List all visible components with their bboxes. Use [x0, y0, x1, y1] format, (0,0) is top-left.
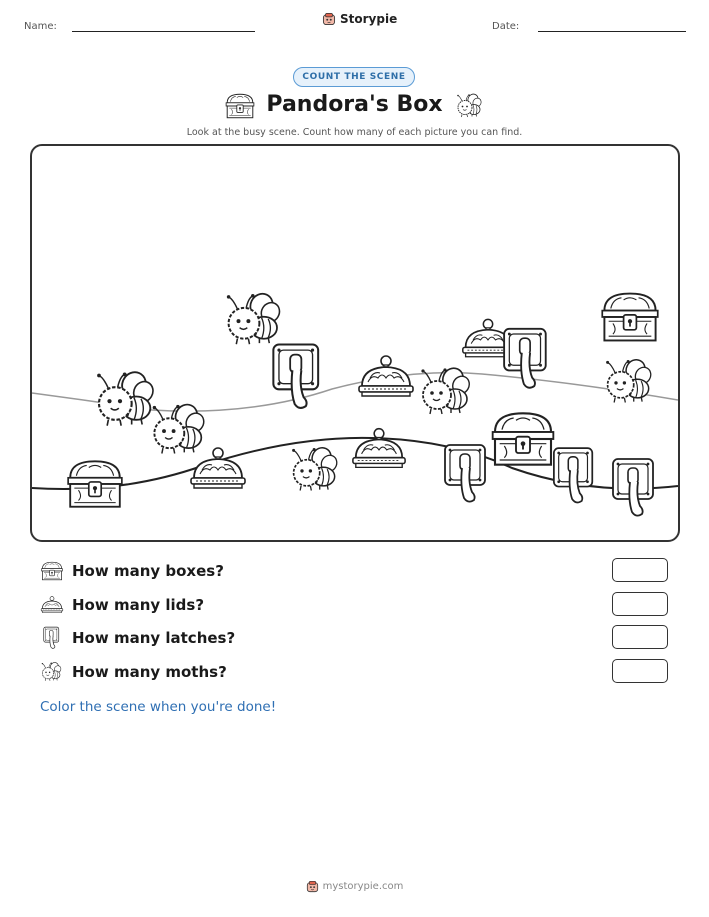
scene-moth — [421, 365, 472, 414]
question-text: How many latches? — [72, 629, 236, 647]
answer-box-moths[interactable] — [612, 659, 668, 683]
box-icon — [40, 559, 64, 583]
scene-box — [602, 294, 657, 341]
question-text: How many moths? — [72, 663, 227, 681]
date-line[interactable] — [538, 31, 686, 32]
storypie-brand — [322, 12, 397, 26]
answer-box-lids[interactable] — [612, 592, 668, 616]
scene-latch — [445, 445, 485, 502]
scene-latch — [613, 459, 653, 516]
question-text: How many lids? — [72, 596, 205, 614]
busy-scene — [30, 144, 680, 542]
instructions: Look at the busy scene. Count how many of each picture you can find. — [186, 127, 523, 138]
scene-latch — [273, 345, 318, 408]
name-label: Name: — [24, 21, 57, 32]
page-title: Pandora's Box — [266, 92, 443, 117]
question-moths — [40, 659, 680, 685]
scene-lid — [359, 356, 413, 396]
date-label: Date: — [492, 21, 520, 32]
question-boxes — [40, 558, 680, 584]
scene-lid — [191, 448, 245, 488]
scene-moth — [153, 401, 207, 453]
lid-icon — [40, 593, 64, 617]
storypie-logo-icon — [322, 12, 336, 26]
scene-lid — [353, 429, 405, 468]
scene-moth — [606, 357, 654, 403]
answer-box-latches[interactable] — [612, 625, 668, 649]
scene-moth — [227, 290, 283, 344]
brand-name: Storypie — [340, 12, 398, 26]
color-instruction: Color the scene when you're done! — [40, 699, 277, 715]
scene-box — [493, 413, 554, 464]
question-lids — [40, 592, 680, 618]
moth-icon — [40, 660, 64, 684]
scene-latch — [504, 329, 546, 388]
question-text: How many boxes? — [72, 562, 224, 580]
name-line[interactable] — [72, 31, 255, 32]
answer-box-boxes[interactable] — [612, 558, 668, 582]
moth-icon — [455, 92, 485, 120]
count-the-scene-badge: COUNT THE SCENE — [293, 67, 415, 87]
scene-box — [68, 461, 122, 506]
site-footer — [0, 880, 709, 893]
latch-icon — [40, 626, 64, 650]
site-url[interactable]: mystorypie.com — [322, 881, 404, 892]
scene-moth — [292, 445, 340, 491]
scene-moth — [97, 368, 157, 425]
question-latches — [40, 625, 680, 651]
scene-latch — [554, 448, 592, 502]
storypie-logo-icon — [306, 880, 319, 893]
